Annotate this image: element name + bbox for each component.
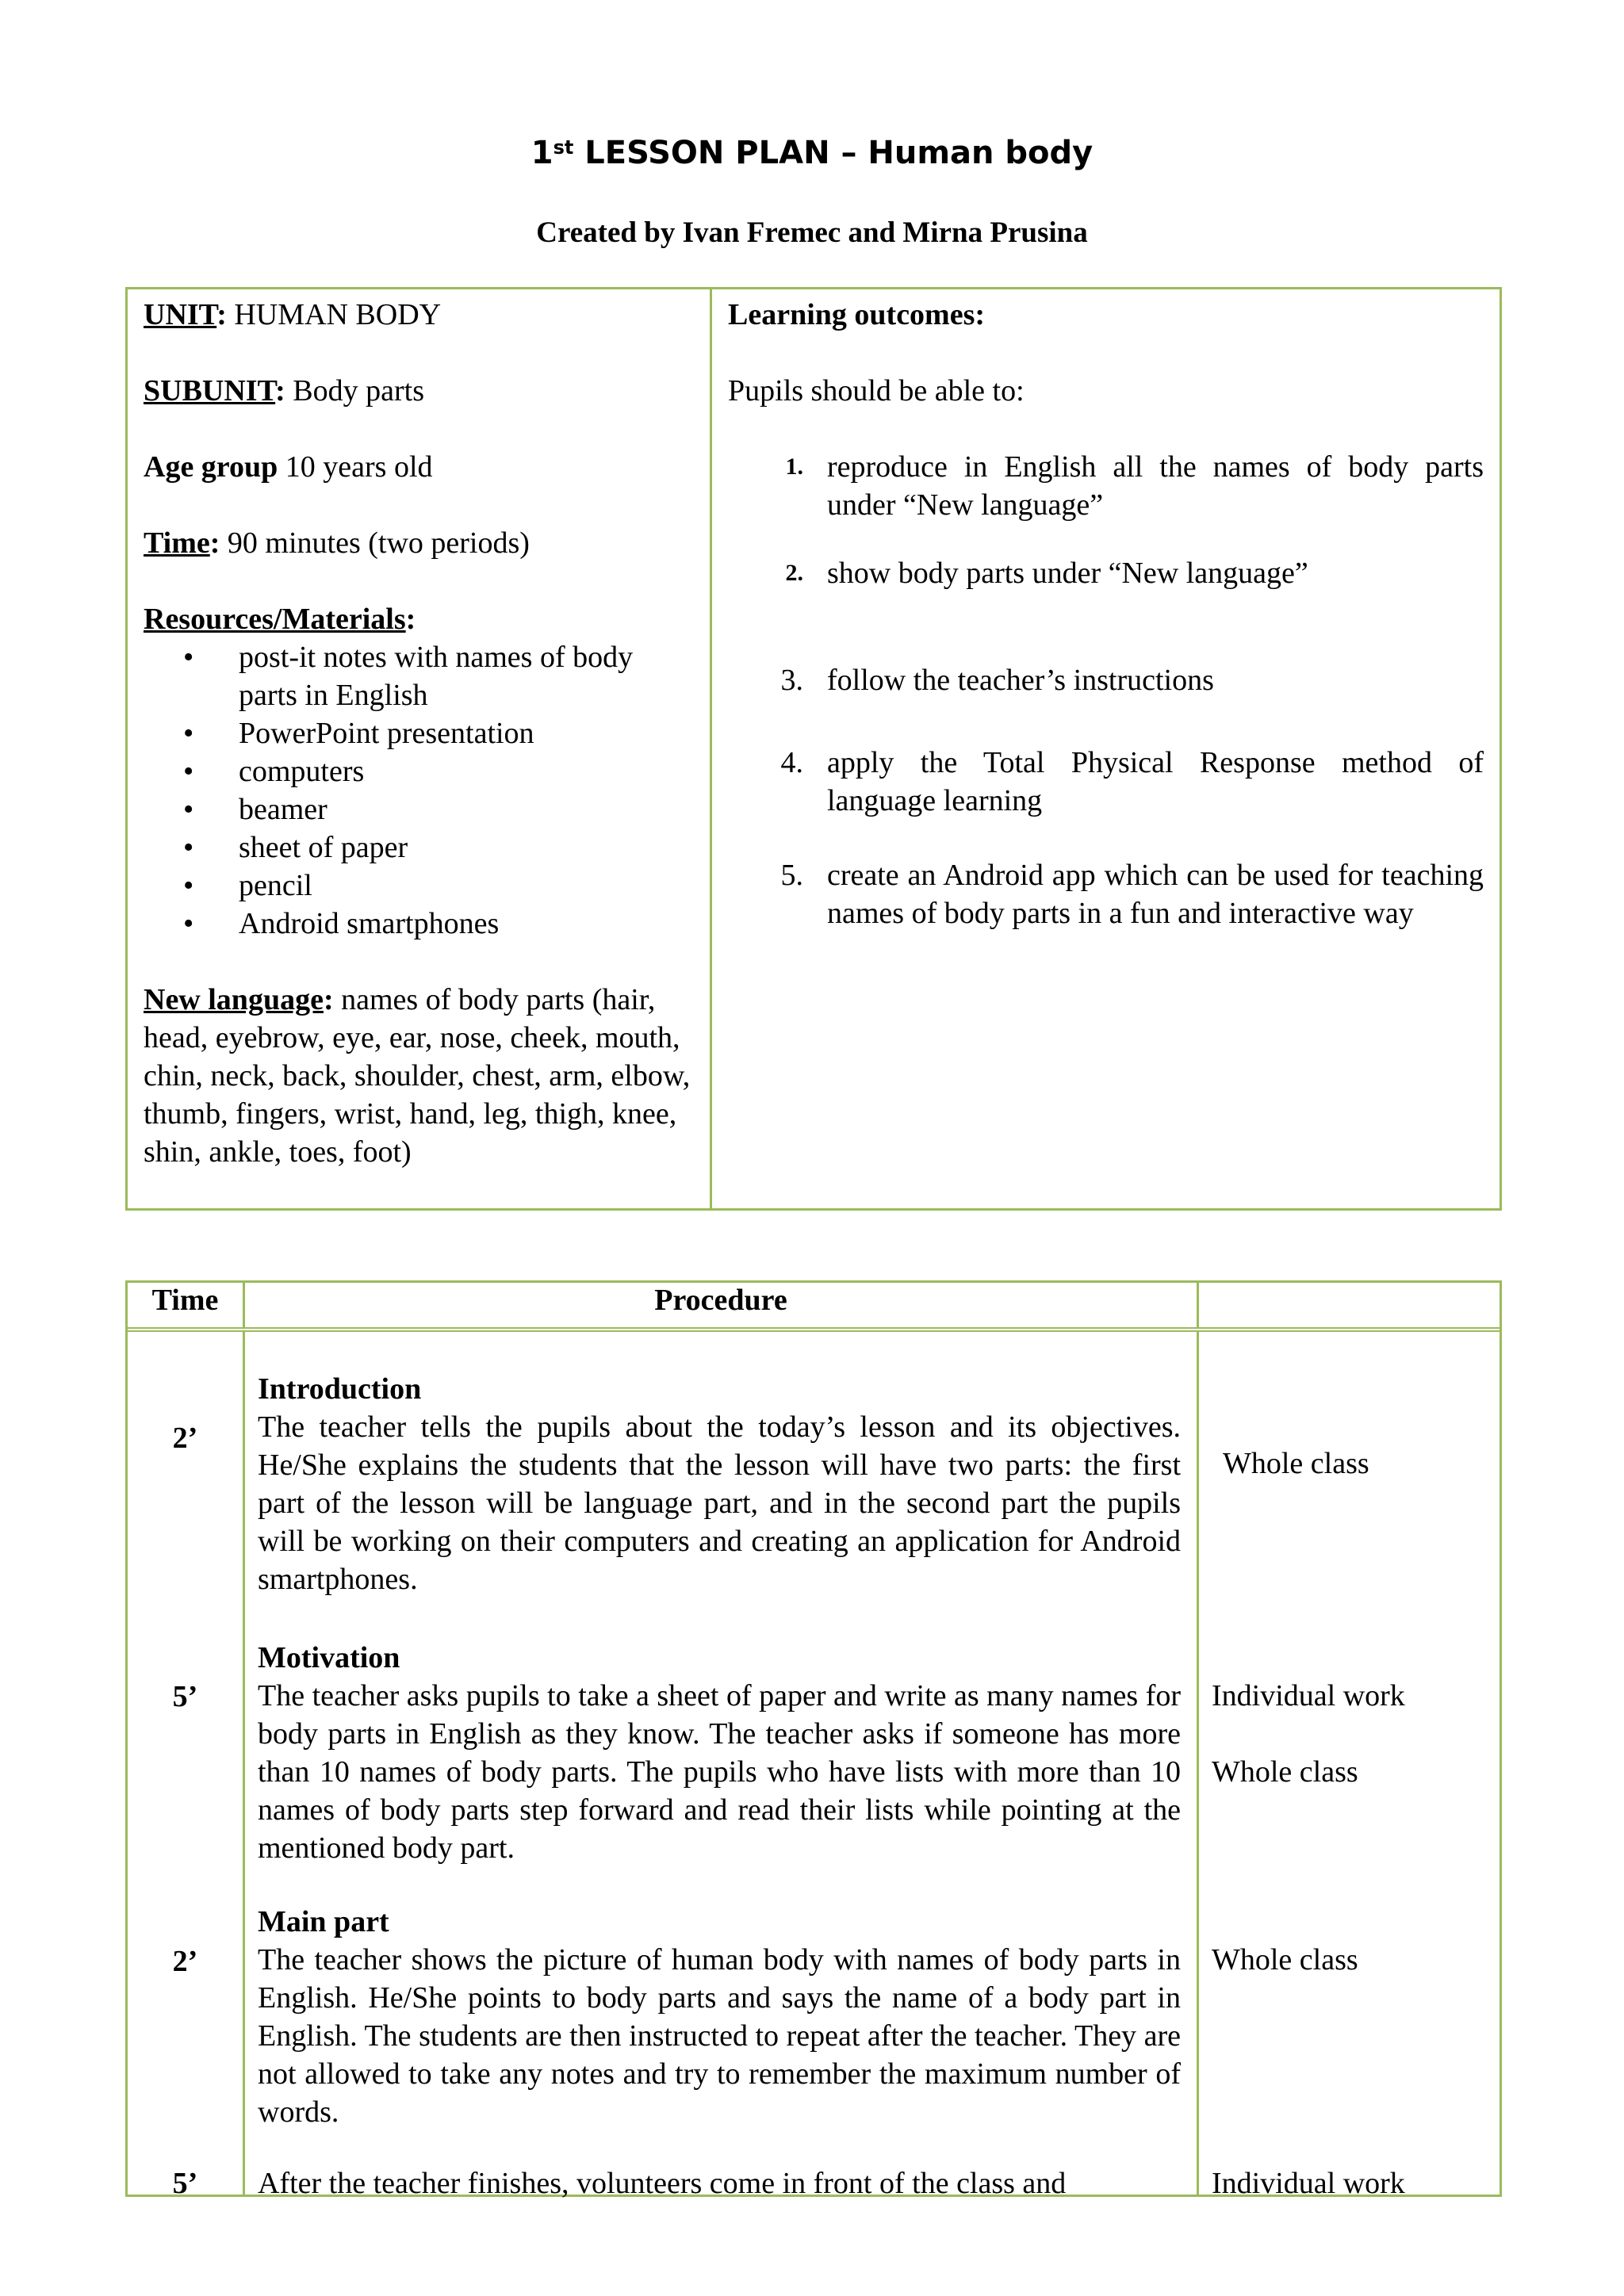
- bullet-icon: •: [183, 793, 194, 826]
- procedure-section-introduction: [258, 1370, 1181, 1598]
- bullet-icon: •: [183, 907, 194, 940]
- learning-outcomes-heading: Learning outcomes:: [728, 298, 986, 331]
- list-item: 1. reproduce in English all the names of body parts under “New language”: [785, 450, 1484, 522]
- section-text: The teacher tells the pupils about the today’s lesson and its objectives. He/She explains the students that the lesson will have two parts: the first part of the lesson will be language part, and in the second part the pupils will be working on their computers and creating an application for Android smartphones.: [258, 1410, 1181, 1596]
- list-item: 2. show body parts under “New language”: [785, 557, 1308, 590]
- section-text: The teacher asks pupils to take a sheet of paper and write as many names for body parts in English as they know. The teacher asks if someone has more than 10 names of body parts. The pupils who have lists with more than 10 names of body parts step forward and read their lists while pointing at the mentioned body part.: [258, 1679, 1181, 1865]
- time-line: Time: 90 minutes (two periods): [144, 526, 530, 560]
- time-label: Time: [144, 526, 210, 560]
- procedure-section-main-part: [258, 1903, 1181, 2131]
- list-item: • beamer: [144, 790, 694, 828]
- bullet-icon: •: [183, 755, 194, 788]
- subunit-value: Body parts: [285, 374, 424, 408]
- organisation-cell: Individual work: [1212, 2167, 1405, 2200]
- new-language-label: New language: [144, 983, 324, 1016]
- list-item: • Android smartphones: [144, 905, 694, 943]
- subunit-label: SUBUNIT: [144, 374, 276, 408]
- age-group-label: Age group: [144, 450, 278, 484]
- time-cell: 2’: [172, 1945, 198, 1978]
- learning-outcomes-list: [728, 448, 1484, 932]
- organisation-column-header: [1199, 1283, 1500, 1327]
- procedure-section-motivation: [258, 1639, 1181, 1867]
- time-value: 90 minutes (two periods): [220, 526, 530, 560]
- section-heading: Main part: [258, 1905, 389, 1938]
- bullet-icon: •: [183, 717, 194, 750]
- list-item: • computers: [144, 752, 694, 790]
- section-text: After the teacher finishes, volunteers come in front of the class and: [258, 2167, 1067, 2200]
- title-text: LESSON PLAN – Human body: [573, 135, 1094, 171]
- resources-label: Resources/Materials: [144, 603, 406, 636]
- subunit-line: SUBUNIT: Body parts: [144, 374, 424, 408]
- procedure-column-header: Procedure: [245, 1283, 1199, 1327]
- list-item: • PowerPoint presentation: [144, 714, 694, 752]
- time-cell: 2’: [172, 1422, 198, 1455]
- time-column: [128, 1332, 245, 2200]
- procedure-section-volunteers: [258, 2164, 1181, 2202]
- organisation-cell: Individual work: [1212, 1679, 1405, 1712]
- age-group-value: 10 years old: [278, 450, 433, 484]
- time-cell: 5’: [172, 2167, 198, 2200]
- title-number: 1: [530, 135, 553, 171]
- author-line: Created by Ivan Fremec and Mirna Prusina: [536, 216, 1088, 249]
- procedure-column: [245, 1332, 1199, 2200]
- time-cell: 5’: [172, 1680, 198, 1713]
- unit-line: UNIT: HUMAN BODY: [144, 298, 442, 331]
- resources-heading: Resources/Materials:: [144, 603, 416, 636]
- list-item: • post-it notes with names of body parts in English: [144, 638, 694, 714]
- organisation-column: [1199, 1332, 1500, 2200]
- procedure-table-header: [128, 1283, 1500, 1332]
- age-group-line: [144, 448, 694, 486]
- new-language-paragraph: New language: names of body parts (hair, head, eyebrow, eye, ear, nose, cheek, mouth, chin, neck, back, shoulder, chest, arm, elbow, thumb, fingers, wrist, hand, leg, thigh, knee, shin, ankle, toes, foot): [144, 983, 691, 1169]
- section-heading: Motivation: [258, 1641, 400, 1674]
- bullet-icon: •: [183, 831, 194, 864]
- list-item: • sheet of paper: [144, 828, 694, 867]
- lesson-info-left-cell: [128, 289, 712, 1208]
- time-column-header: Time: [128, 1283, 245, 1327]
- bullet-icon: •: [183, 869, 194, 902]
- page-title: [0, 135, 1624, 171]
- unit-value: HUMAN BODY: [226, 298, 442, 331]
- learning-outcomes-intro: Pupils should be able to:: [728, 374, 1025, 408]
- section-text: The teacher shows the picture of human body with names of body parts in English. He/She points to body parts and says the name of a body part in English. The students are then instructed to repeat after the teacher. They are not allowed to take any notes and try to remember the maximum number of words.: [258, 1943, 1181, 2129]
- procedure-table-body: [128, 1332, 1500, 2200]
- list-item: 4. apply the Total Physical Response method of language learning: [780, 746, 1484, 817]
- bullet-icon: •: [183, 641, 194, 674]
- lesson-info-table: [125, 287, 1502, 1211]
- organisation-cell: Whole class: [1223, 1447, 1369, 1480]
- resources-list: [144, 638, 694, 943]
- title-ordinal-suffix: st: [553, 136, 574, 159]
- organisation-cell: Whole class: [1212, 1943, 1358, 1976]
- unit-label: UNIT: [144, 298, 217, 331]
- organisation-cell: Whole class: [1212, 1755, 1358, 1789]
- list-item: • pencil: [144, 867, 694, 905]
- list-item: 5. create an Android app which can be used for teaching names of body parts in a fun and interactive way: [780, 859, 1484, 930]
- new-language-value: names of body parts (hair, head, eyebrow, eye, ear, nose, cheek, mouth, chin, neck, back, shoulder, chest, arm, elbow, thumb, fingers, wrist, hand, leg, thigh, knee, shin, ankle, toes, foot): [144, 983, 691, 1169]
- procedure-table: [125, 1280, 1502, 2200]
- learning-outcomes-cell: [712, 289, 1500, 1208]
- section-heading: Introduction: [258, 1372, 422, 1406]
- list-item: 3. follow the teacher’s instructions: [780, 664, 1214, 697]
